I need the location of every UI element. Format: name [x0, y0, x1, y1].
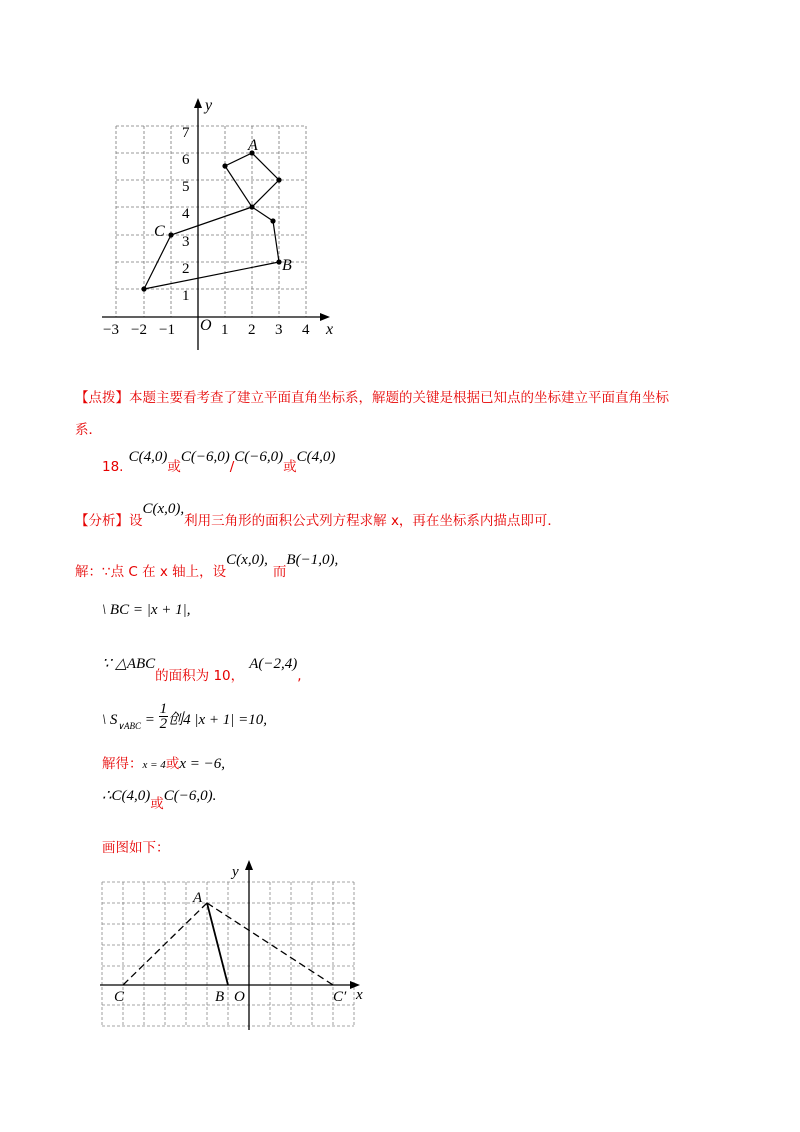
- x-tick: 3: [275, 322, 283, 338]
- y-tick: 7: [182, 125, 190, 141]
- solution-text: 或: [165, 756, 180, 772]
- hint-line-1: [75, 386, 669, 406]
- point-label-c: C: [154, 223, 165, 240]
- solution-text: 的面积为 10，: [155, 668, 245, 684]
- point-label-b: B: [282, 257, 292, 274]
- x-axis-label: x: [326, 321, 334, 338]
- solution-text: 解：∵点 C 在 x 轴上，设: [75, 564, 227, 580]
- solution-sub: ∨ABC: [117, 720, 142, 731]
- y-axis-label: y: [232, 864, 239, 880]
- x-tick: 2: [248, 322, 256, 338]
- analysis-text: 利用三角形的面积公式列方程求解 x，再在坐标系内描点即可．: [184, 513, 561, 529]
- solution-expr: =: [144, 711, 155, 728]
- fraction-denominator: 2: [159, 716, 168, 732]
- fraction-numerator: 1: [159, 701, 168, 717]
- solution-text: ,: [297, 668, 302, 684]
- solution-line-3: [102, 652, 302, 684]
- q18-slash: /: [229, 459, 235, 475]
- x-tick: −2: [131, 322, 147, 338]
- solution-expr: C(x,0),: [226, 552, 268, 568]
- solution-expr: B(−1,0),: [286, 552, 339, 568]
- x-tick: −3: [103, 322, 119, 338]
- solution-line-5: [102, 752, 225, 773]
- point-label-c-prime: C′: [333, 989, 347, 1005]
- grid-lines: [102, 882, 354, 1026]
- point-label-b: B: [215, 989, 225, 1005]
- shape-polyline: [144, 153, 279, 289]
- q18-or-2: 或: [283, 459, 297, 475]
- hint-line-2: [75, 418, 102, 438]
- solution-expr: x = 4: [142, 759, 166, 771]
- solution-expr: 创4 |x + 1| =10,: [168, 711, 268, 728]
- q18-or-1: 或: [167, 459, 181, 475]
- solution-line-2: [102, 602, 190, 619]
- y-tick: 6: [182, 152, 190, 168]
- point-label-c: C: [114, 989, 125, 1005]
- analysis-tag: 【分析】: [75, 513, 129, 529]
- solution-expr: A(−2,4): [249, 656, 298, 672]
- analysis-expr: C(x,0),: [142, 501, 185, 517]
- hint-text: 本题主要看考查了建立平面直角坐标系，解题的关键是根据已知点的坐标建立平面直角坐标: [129, 390, 669, 406]
- coordinate-figure-1: [95, 95, 345, 357]
- origin-label: O: [200, 317, 212, 334]
- analysis-let: 设: [129, 513, 143, 529]
- solution-expr: \ S: [102, 711, 118, 728]
- q18-answer-1: C(4,0): [128, 449, 168, 465]
- solution-expr: C(−6,0).: [163, 788, 217, 804]
- draw-label-text: 画图如下：: [102, 840, 170, 856]
- q18-number: 18.: [102, 459, 124, 475]
- solution-line-6: [102, 784, 217, 812]
- coordinate-figure-2: [98, 858, 370, 1034]
- analysis-line: [75, 497, 561, 529]
- hint-tag: 【点拨】: [75, 390, 129, 406]
- point-label-a: A: [193, 890, 203, 906]
- draw-label: [102, 836, 170, 856]
- q18-line: [102, 445, 336, 475]
- y-tick: 4: [182, 206, 190, 222]
- segment-ab: [207, 903, 228, 985]
- q18-answer-3: C(−6,0): [234, 449, 284, 465]
- solution-text: 解得：: [102, 756, 143, 772]
- y-tick: 1: [182, 288, 190, 304]
- solution-text: 而: [272, 564, 287, 580]
- solution-line-4: [102, 701, 268, 735]
- point-label-a: A: [248, 137, 258, 154]
- x-axis-label: x: [356, 987, 363, 1003]
- y-axis-label: y: [205, 97, 213, 114]
- origin-label: O: [234, 989, 245, 1005]
- y-tick: 5: [182, 179, 190, 195]
- solution-expr: \ BC = |x + 1|,: [102, 602, 191, 618]
- solution-expr: ∵ △ABC: [102, 656, 156, 672]
- x-tick: −1: [159, 322, 175, 338]
- q18-answer-2: C(−6,0): [180, 449, 230, 465]
- hint-text-cont: 系．: [75, 422, 102, 438]
- solution-expr: ∴C(4,0): [102, 788, 151, 804]
- solution-text: 或: [150, 796, 164, 812]
- solution-expr: x = −6,: [179, 756, 225, 772]
- x-tick: 4: [302, 322, 310, 338]
- y-tick: 2: [182, 261, 190, 277]
- y-tick: 3: [182, 234, 190, 250]
- x-tick: 1: [221, 322, 229, 338]
- q18-answer-4: C(4,0): [296, 449, 336, 465]
